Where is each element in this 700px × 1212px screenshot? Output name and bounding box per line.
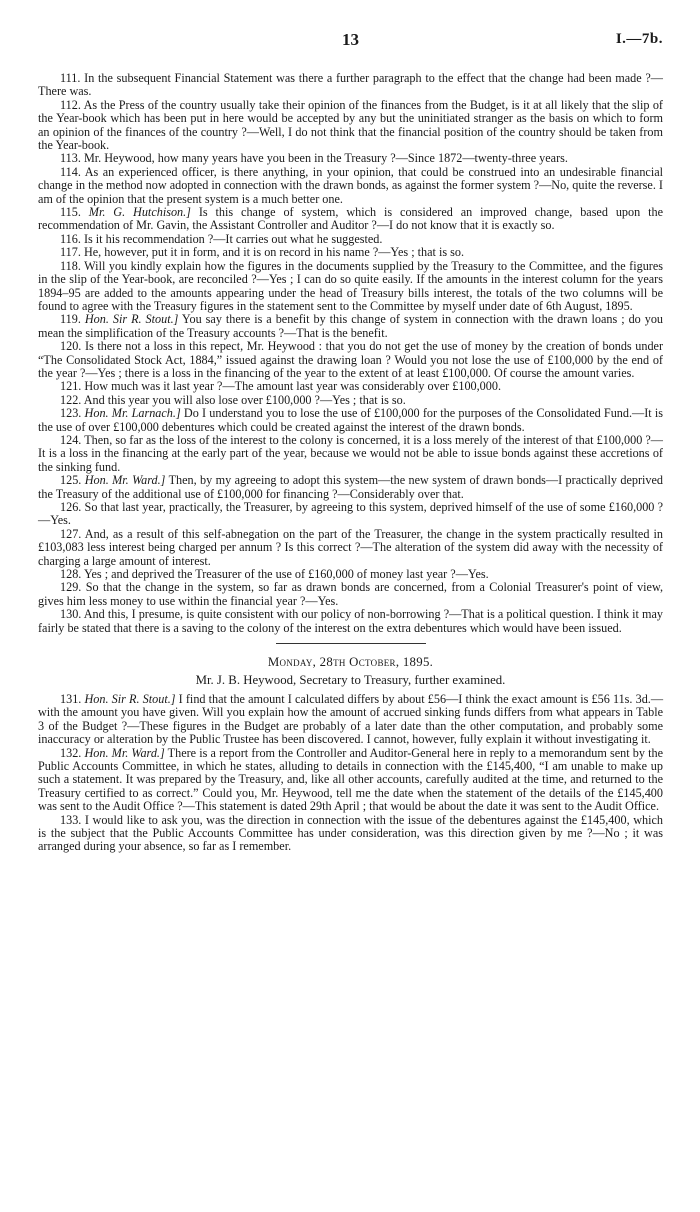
document-body — [38, 72, 663, 854]
question-paragraph — [38, 206, 663, 233]
session-date: Monday, 28th October, 1895. — [267, 655, 434, 670]
question-number: 122. — [60, 392, 82, 407]
question-number: 120. — [60, 339, 82, 354]
question-paragraph — [38, 693, 663, 747]
question-number: 111. — [60, 71, 81, 85]
question-text: And this year you will also lose over £100,000 ?—Yes ; that is so. — [83, 392, 406, 407]
question-number: 114. — [60, 164, 81, 179]
question-paragraph — [38, 152, 663, 165]
question-text: And this, I presume, is quite consistent with our policy of non-borrowing ?—That is a political question. I think it may fairly be stated that there is a saving to the colony of the interest on the extra debentures which would have been issued. — [38, 607, 664, 635]
question-paragraph — [38, 233, 663, 246]
question-text: Is this change of system, which is considered an improved change, based upon the recommendation of Mr. Gavin, the Assistant Controller and Auditor ?—I do not know that it is exactly so. — [38, 205, 664, 233]
witness-heading: Mr. J. B. Heywood, Secretary to Treasury, further examined. — [195, 673, 506, 688]
question-number: 117. — [60, 245, 81, 260]
question-number: 112. — [60, 97, 81, 112]
speaker-name: Hon. Mr. Ward.] — [84, 473, 166, 488]
question-number: 123. — [60, 406, 82, 421]
testimony-section-1 — [38, 72, 663, 635]
question-number: 132. — [60, 745, 82, 760]
page-header — [38, 30, 663, 52]
question-paragraph — [38, 747, 663, 814]
question-number: 115. — [60, 205, 81, 220]
question-text: And, as a result of this self-abnegation on the part of the Treasurer, the change in the system practically resulted in £103,083 less interest being charged per annum ? Is this correct ?—The alteration of the system did away with the necessity of charging a large amount of interest. — [38, 526, 664, 568]
question-number: 116. — [60, 231, 81, 246]
question-text: He, however, put it in form, and it is on record in his name ?—Yes ; that is so. — [83, 245, 465, 260]
question-text: So that last year, practically, the Treasurer, by agreeing to this system, deprived himself of the use of some £160,000 ?—Yes. — [38, 500, 664, 528]
question-paragraph — [38, 380, 663, 393]
question-paragraph — [38, 581, 663, 608]
question-text: In the subsequent Financial Statement was there a further paragraph to the effect that the change had been made ?—There was. — [38, 71, 663, 99]
question-paragraph — [38, 99, 663, 153]
question-text: There is a report from the Controller and Auditor-General here in reply to a memorandum sent by the Public Accounts Committee, in which he states, alluding to details in connection with the £145,400, “I am unable to make up such a statement. It was prepared by the Treasury, and, like all other accounts, carefully audited at the time, and returned to the Treasury certified to as correct.” Could you, Mr. Heywood, tell me the date when the statement of the details of the £145,400 was sent to the Audit Office ?—This statement is dated 29th April ; that would be about the date it was sent to the Audit Office. — [38, 745, 663, 814]
question-number: 128. — [60, 567, 82, 582]
question-text: As an experienced officer, is there anything, in your opinion, that could be construed into an undesirable financial change in the method now adopted in connection with the drawn bonds, as against the former system ?—No, quite the reverse. I am of the opinion that the present system is a much better one. — [38, 164, 664, 206]
question-paragraph — [38, 166, 663, 206]
question-text: I find that the amount I calculated differs by about £56—I think the exact amount is £56 11s. 3d.—with the amount you have given. Will you explain how the amount of accrued sinking funds differs from what appears in Table 3 of the Budget ?—These figures in the Budget are probably of a later date than the other computation, and probably some inaccuracy or alteration by the Public Trustee has been discovered. I cannot, however, fully explain it without investigating it. — [38, 691, 664, 747]
question-text: You say there is a benefit by this change of system in connection with the drawn loans ; do you mean the simplification of the Treasury accounts ?—That is the benefit. — [38, 312, 664, 340]
question-text: Do I understand you to lose the use of £100,000 for the purposes of the Consolidated Fund.—It is the use of over £100,000 debentures which could be created against the interest of the drawn bonds. — [38, 406, 664, 434]
question-number: 127. — [60, 526, 82, 541]
question-number: 118. — [60, 258, 81, 273]
question-text: How much was it last year ?—The amount last year was considerably over £100,000. — [84, 379, 502, 394]
question-text: Then, by my agreeing to adopt this system—the new system of drawn bonds—I practically deprived the Treasury of the additional use of £100,000 for financing ?—Considerably over that. — [38, 473, 664, 501]
question-number: 121. — [60, 379, 82, 394]
question-text: Is it his recommendation ?—It carries out what he suggested. — [83, 231, 383, 246]
question-number: 124. — [60, 432, 82, 447]
question-paragraph — [38, 528, 663, 568]
section-divider — [276, 643, 426, 644]
question-number: 126. — [60, 500, 82, 514]
speaker-name: Hon. Sir R. Stout.] — [84, 312, 179, 327]
question-text: So that the change in the system, so far as drawn bonds are concerned, from a Colonial Treasurer's point of view, gives him less money to use within the financial year ?—Yes. — [38, 580, 664, 608]
question-paragraph — [38, 474, 663, 501]
question-number: 133. — [60, 812, 82, 827]
question-paragraph — [38, 72, 663, 99]
speaker-name: Hon. Mr. Larnach.] — [84, 406, 181, 421]
question-text: I would like to ask you, was the direction in connection with the issue of the debentures against the £145,400, which is the subject that the Public Accounts Committee has under consideration, was this direction given by me ?—No ; it was arranged during your absence, so far as I remember. — [38, 812, 663, 854]
question-number: 130. — [60, 607, 82, 622]
question-paragraph — [38, 340, 663, 380]
question-number: 129. — [60, 580, 82, 595]
question-text: Will you kindly explain how the figures in the documents supplied by the Treasury to the Committee, and the figures in the slip of the Year-book, are reconciled ?—Yes ; I can do so quite easily. If the amounts in the interest column for the years 1894–95 are added to the amounts appearing under the head of Treasury bills interest, the totals of the two columns will be found to agree with the Treasury figures in the statement sent to the Committee by myself under date of 6th August, 1895. — [38, 258, 663, 313]
question-paragraph — [38, 814, 663, 854]
question-text: Yes ; and deprived the Treasurer of the use of £160,000 of money last year ?—Yes. — [83, 567, 489, 582]
speaker-name: Hon. Mr. Ward.] — [84, 745, 165, 760]
speaker-name: Mr. G. Hutchison.] — [88, 205, 191, 220]
question-number: 119. — [60, 312, 81, 327]
speaker-name: Hon. Sir R. Stout.] — [84, 691, 176, 706]
question-text: Mr. Heywood, how many years have you been in the Treasury ?—Since 1872—twenty-three years. — [83, 151, 568, 166]
question-paragraph — [38, 407, 663, 434]
document-page — [38, 30, 663, 854]
question-paragraph — [38, 501, 663, 528]
question-text: Is there not a loss in this repect, Mr. Heywood : that you do not get the use of money by the creation of bonds under “The Consolidated Stock Act, 1884,” issued against the drawing loan ? Would you not lose the use of £100,000 by the end of the year ?—Yes ; there is a loss in the financing of the year to the extent of at least £100,000. Of course the amount varies. — [38, 339, 664, 380]
testimony-section-2 — [38, 693, 663, 854]
question-text: As the Press of the country usually take their opinion of the finances from the Budget, is it at all likely that the slip of the Year-book which has been put in here would be accepted by any but the uninitiated stranger as the basis on which to form an opinion of the finances of the country ?—Well, I do not think that the financial position of the country should be taken from the Year-book. — [38, 97, 663, 153]
page-number: 13 — [342, 30, 359, 49]
question-number: 125. — [60, 473, 82, 488]
question-paragraph — [38, 434, 663, 474]
question-text: Then, so far as the loss of the interest to the colony is concerned, it is a loss merely of the interest of that £100,000 ?—It is a loss in the financing at the early part of the year, because we would not be able to issue bonds against these accretions of the sinking fund. — [38, 432, 663, 474]
question-paragraph — [38, 313, 663, 340]
question-paragraph — [38, 246, 663, 259]
question-paragraph — [38, 260, 663, 314]
question-number: 113. — [60, 151, 81, 166]
question-paragraph — [38, 394, 663, 407]
question-paragraph — [38, 608, 663, 635]
question-paragraph — [38, 568, 663, 581]
question-number: 131. — [60, 691, 82, 706]
document-reference: I.—7b. — [615, 31, 663, 47]
